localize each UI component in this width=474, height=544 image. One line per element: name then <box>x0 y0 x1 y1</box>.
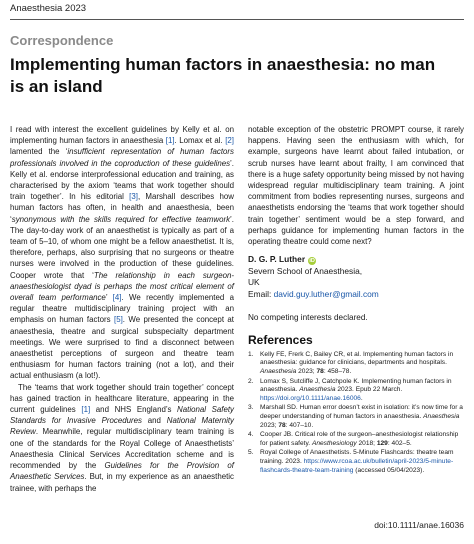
article-title: Implementing human factors in anaesthesia: no man is an island <box>10 55 436 96</box>
author-affiliation: Severn School of Anaesthesia, <box>248 265 363 276</box>
reference-text: Marshall SD. Human error doesn’t exist in isolation: it’s now time for a deeper understanding of human factors in anaesthesia. Anaesthesia 2023; 78: 407–10. <box>260 404 463 430</box>
reference-number: 3. <box>248 404 254 412</box>
competing-interests: No competing interests declared. <box>248 313 368 323</box>
reference-item <box>248 449 464 475</box>
author-email-link[interactable]: david.guy.luther@gmail.com <box>273 288 379 299</box>
body-paragraph-3: notable exception of the obstetric PROMPT course, it rarely happens. Having seen the enthusiasm with which, for example, surgeons have learnt about failed intubation, or scrub nurses have learnt about frailty, I am convinced that there is a huge safety opportunity being missed by not having widespread regular multidisciplinary team training. A joint commitment from bodies representing nurses, surgeons and anaesthetists endorsing the ‘teams that work together should train together’ sentiment would be a step forward, and perhaps guidance for implementing human factors in the operating theatre could come next? <box>248 125 464 247</box>
reference-number: 5. <box>248 449 254 457</box>
author-country: UK <box>248 277 260 288</box>
citation-link[interactable]: [5] <box>114 315 123 325</box>
citation-link[interactable]: [1] <box>81 405 91 415</box>
left-column <box>10 124 234 494</box>
citation-link[interactable]: [2] <box>225 136 234 146</box>
reference-link[interactable]: https://doi.org/10.1111/anae.16006 <box>260 395 361 403</box>
author-block <box>248 254 464 300</box>
journal-header: Anaesthesia 2023 <box>10 3 87 14</box>
citation-link[interactable]: [1] <box>165 136 175 146</box>
reference-link[interactable]: https://www.rcoa.ac.uk/bulletin/april-2023/5-minute-flashcards-theatre-team-training <box>260 458 454 474</box>
body-paragraph-1: I read with interest the excellent guidelines by Kelly et al. on implementing human factors in anaesthesia [1]. Lomax et al. [2] lamented the ‘insufficient representation of human factors professionals involved in the coproduction of these guidelines’. Kelly et al. endorse interprofessional education and training, as characterised by the axiom ‘teams that work together should train together’. In his editorial [3], Marshall describes how human factors has often, in health and anaesthesia, been ‘synonymous with the skills required for effective teamwork’. The day-to-day work of an anaesthetist is typically as part of a team of 5–10, of whom one might be a fellow anaesthetist. It is, therefore, perhaps, also surprising that no surgeons or theatre nurses were involved in the production of these guidelines. Cooper wrote that ‘The relationship in each surgeon-anaesthesiologist dyad is perhaps the most critical element of overall team performance’ [4]. We recently implemented a regular theatre multidisciplinary training project with an emphasis on human factors [5]. We presented the concept at anaesthesia, theatre and surgical subspecialty department meetings. We were surprised to find a disconnect between anaesthetist perceptions of surgeon and theatre team enthusiasm for human factors training (not a lot), and their actual enthusiasm (a lot!). <box>10 125 235 381</box>
orcid-icon[interactable]: iD <box>309 258 315 265</box>
reference-number: 1. <box>248 350 254 358</box>
reference-text: Kelly FE, Frerk C, Bailey CR, et al. Implementing human factors in anaesthesia: guidance for clinicians, departments and hospitals. Anaesthesia 2023; 78: 458–78. <box>260 350 454 376</box>
doi-footer: doi:10.1111/anae.16036 <box>374 520 464 530</box>
right-column <box>248 124 464 476</box>
reference-text: Lomax S, Sutcliffe J, Catchpole K. Implementing human factors in anaesthesia. Anaesthesia 2023. Epub 22 March. https://doi.org/10.1111/anae.16006. <box>260 377 452 403</box>
citation-link[interactable]: [4] <box>112 293 122 303</box>
references-heading: References <box>248 333 313 348</box>
section-label: Correspondence <box>10 33 114 48</box>
reference-number: 4. <box>248 431 254 439</box>
header-divider <box>10 19 464 20</box>
reference-item <box>248 431 464 449</box>
reference-text: Royal College of Anaesthetists. 5-Minute Flashcards: theatre team training. 2023. https://www.rcoa.ac.uk/bulletin/april-2023/5-minute-flashcards-theatre-team-training (accessed 05/04/2023). <box>260 449 454 474</box>
reference-item <box>248 404 464 430</box>
reference-list <box>248 351 464 476</box>
reference-item <box>248 351 464 377</box>
reference-item <box>248 378 464 404</box>
body-paragraph-2: The ‘teams that work together should train together’ concept has gained traction in healthcare literature, appearing in the current guidelines [1] and NHS England’s National Safety Standards for Invasive Procedures and National Maternity Review. Meanwhile, regular multidisciplinary team training is one of the standards for the Royal College of Anaesthetists’ Anaesthesia Clinical Services Accreditation scheme and is recommended by the Guidelines for the Provision of Anaesthetic Services. But, in my experience as an anaesthetic trainee, with perhaps the <box>10 382 235 493</box>
email-label: Email: <box>248 288 272 299</box>
reference-number: 2. <box>248 377 254 385</box>
citation-link[interactable]: [3] <box>129 192 138 202</box>
reference-text: Cooper JB. Critical role of the surgeon–anesthesiologist relationship for patient safety. Anesthesiology 2018; 129: 402–5. <box>260 431 459 448</box>
author-name: D. G. P. Luther <box>248 254 306 265</box>
